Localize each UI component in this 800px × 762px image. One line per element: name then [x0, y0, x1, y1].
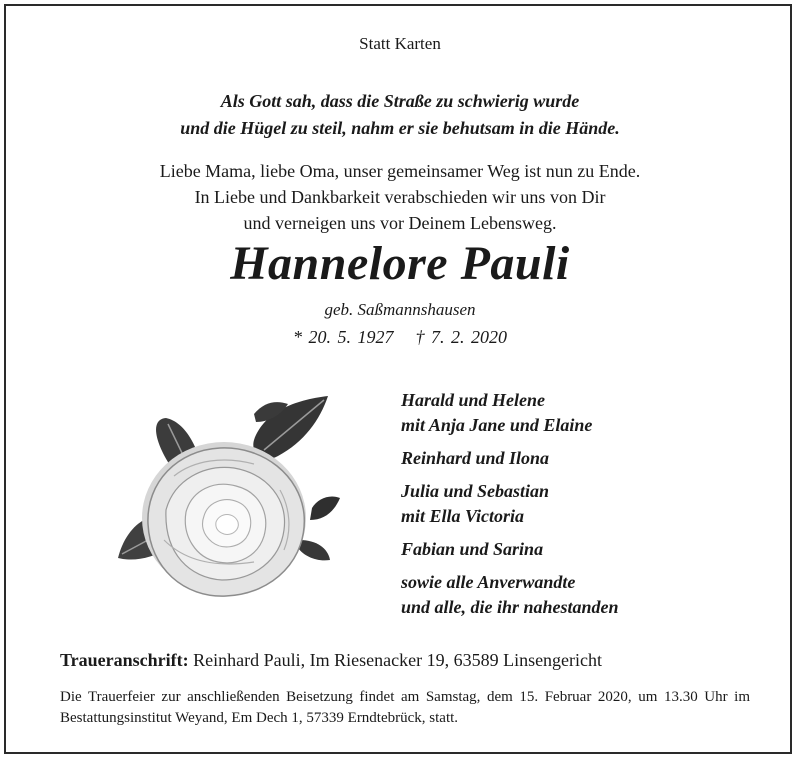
birth-date: * 20. 5. 1927	[293, 327, 394, 347]
mourner-line: Harald und Helene	[401, 390, 546, 410]
mourner-line: Julia und Sebastian	[401, 481, 550, 501]
funeral-notice: Die Trauerfeier zur anschließenden Beisetzung findet am Samstag, dem 15. Februar 2020, um 13.30 Uhr im Bestattungsinstitut Weyand, Em Dech 1, 57339 Erndtebrück, statt.	[60, 689, 750, 726]
header-text: Statt Karten	[359, 34, 441, 53]
mourning-address	[60, 650, 602, 671]
intro-line: Liebe Mama, liebe Oma, unser gemeinsamer Weg ist nun zu Ende.	[159, 161, 641, 181]
life-dates	[0, 327, 800, 348]
maiden-name: geb. Saßmannshausen	[324, 300, 476, 319]
mourner-line: sowie alle Anverwandte	[401, 572, 576, 592]
verse-line: Als Gott sah, dass die Straße zu schwierig wurde	[220, 91, 580, 111]
mourner-group	[401, 388, 619, 438]
mourner-group	[401, 570, 619, 620]
intro-text	[0, 158, 800, 236]
mourner-group	[401, 537, 619, 562]
deceased-name: Hannelore Pauli	[230, 237, 570, 290]
mourner-group	[401, 446, 619, 471]
verse	[0, 88, 800, 142]
mourner-line: Reinhard und Ilona	[401, 448, 550, 468]
address-text: Reinhard Pauli, Im Riesenacker 19, 63589 Linsengericht	[193, 650, 603, 670]
mourners-list	[401, 388, 619, 628]
mourner-line: mit Ella Victoria	[401, 506, 525, 526]
verse-line: und die Hügel zu steil, nahm er sie behutsam in die Hände.	[180, 118, 620, 138]
address-label: Traueranschrift:	[60, 650, 189, 670]
mourner-line: Fabian und Sarina	[401, 539, 544, 559]
death-date: † 7. 2. 2020	[415, 327, 507, 347]
mourner-line: und alle, die ihr nahestanden	[401, 597, 619, 617]
intro-line: und verneigen uns vor Deinem Lebensweg.	[243, 213, 557, 233]
intro-line: In Liebe und Dankbarkeit verabschieden wir uns von Dir	[194, 187, 606, 207]
mourner-line: mit Anja Jane und Elaine	[401, 415, 593, 435]
rose-icon	[104, 390, 344, 620]
mourner-group	[401, 479, 619, 529]
